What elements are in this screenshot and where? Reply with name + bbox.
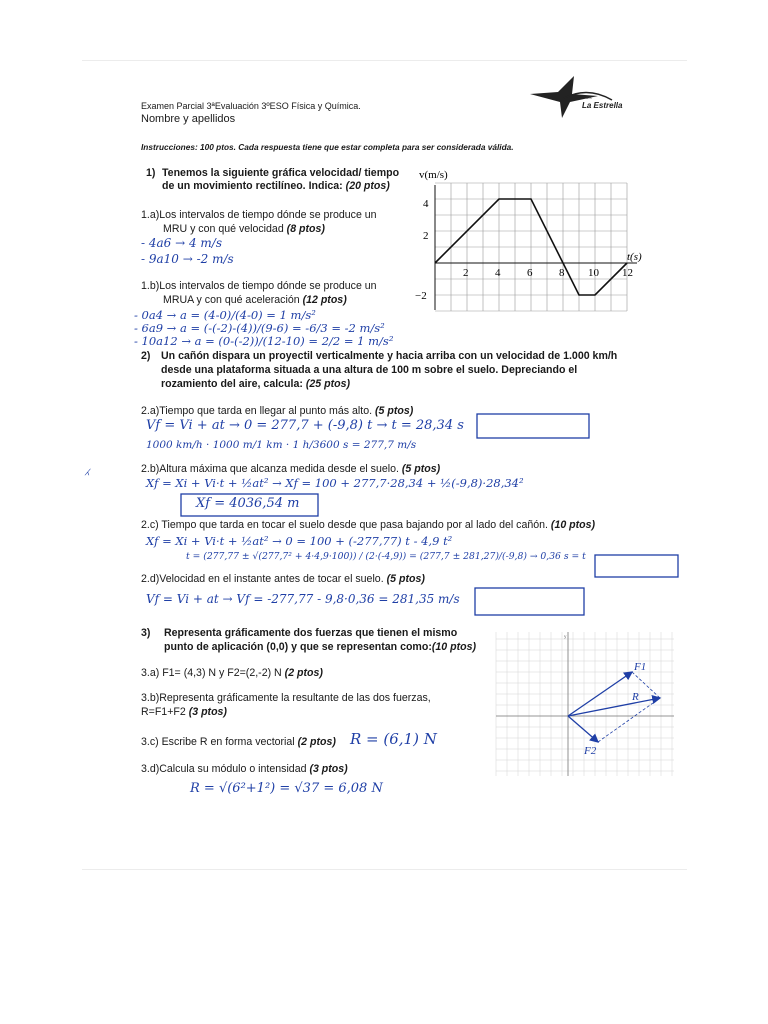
q3c-answer: R = (6,1) N xyxy=(350,730,437,748)
q2b-question: 2.b)Altura máxima que alcanza medida desde el suelo. (5 ptos) xyxy=(141,463,441,475)
graph-ylabel: v(m/s) xyxy=(419,169,448,181)
graph-xlabel: t(s) xyxy=(627,251,642,263)
q1a-line1: 1.a)Los intervalos de tiempo dónde se produce un xyxy=(141,209,377,221)
x-tick-6: 6 xyxy=(527,267,533,279)
q3c-question: 3.c) Escribe R en forma vectorial (2 ptos) xyxy=(141,736,336,748)
q3-statement2: punto de aplicación (0,0) y que se representan como:(10 ptos) xyxy=(164,641,477,653)
q2c-question: 2.c) Tiempo que tarda en tocar el suelo desde que pasa bajando por al lado del cañón. (10 ptos) xyxy=(141,519,596,531)
q3b-line2: R=F1+F2 (3 ptos) xyxy=(141,706,227,718)
velocity-time-graph xyxy=(405,165,645,315)
x-tick-12: 12 xyxy=(622,267,633,279)
logo-small-text: IES xyxy=(586,96,592,100)
q3b-line1: 3.b)Representa gráficamente la resultante de las dos fuerzas, xyxy=(141,692,431,704)
name-line: Nombre y apellidos xyxy=(141,113,236,125)
f1-label: F1 xyxy=(634,661,647,673)
y-tick-2: 2 xyxy=(423,230,429,242)
q2a-answer2: 1000 km/h · 1000 m/1 km · 1 h/3600 s = 277,7 m/s xyxy=(146,439,417,451)
q2a-question: 2.a)Tiempo que tarda en llegar al punto más alto. (5 ptos) xyxy=(141,405,414,417)
q3d-question: 3.d)Calcula su módulo o intensidad (3 ptos) xyxy=(141,763,348,775)
q3-number: 3) xyxy=(141,627,151,639)
q2d-answer: Vf = Vi + at → Vf = -277,77 - 9,8·0,36 = 281,35 m/s xyxy=(146,592,460,606)
q2b-answer1: Xf = Xi + Vi·t + ½at² → Xf = 100 + 277,7·28,34 + ½(-9,8)·28,34² xyxy=(146,476,524,490)
q2c-answer-box xyxy=(594,553,680,581)
q1b-answer3: - 10a12 → a = (0-(-2))/(12-10) = 2/2 = 1 m/s² xyxy=(134,334,394,348)
q1a-answer1: - 4a6 → 4 m/s xyxy=(141,236,223,250)
y-tick-neg2: −2 xyxy=(415,290,427,302)
exam-title: Examen Parcial 3ªEvaluación 3ºESO Física y Química. xyxy=(141,101,361,111)
q2b-answer2: Xf = 4036,54 m xyxy=(196,496,300,511)
q1-title-line1: Tenemos la siguiente gráfica velocidad/ tiempo xyxy=(162,167,400,179)
q3-statement1: Representa gráficamente dos fuerzas que tienen el mismo xyxy=(164,627,458,639)
q3a-question: 3.a) F1= (4,3) N y F2=(2,-2) N (2 ptos) xyxy=(141,667,323,679)
f2-label: F2 xyxy=(584,745,597,757)
q2c-answer2: t = (277,77 ± √(277,7² + 4·4,9·100)) / (2·(-4,9)) = (277,7 ± 281,27)/(-9,8) → 0,36 s = t xyxy=(186,551,586,562)
x-tick-10: 10 xyxy=(588,267,599,279)
q1b-line1: 1.b)Los intervalos de tiempo dónde se produce un xyxy=(141,280,377,292)
q2c-answer1: Xf = Xi + Vi·t + ½at² → 0 = 100 + (-277,77) t - 4,9 t² xyxy=(146,534,453,548)
x-tick-2: 2 xyxy=(463,267,469,279)
q2b-answer-box xyxy=(180,492,320,520)
star-logo-icon xyxy=(528,72,618,122)
q2-statement3: rozamiento del aire, calcula: (25 ptos) xyxy=(161,378,350,390)
logo-text: La Estrella xyxy=(582,101,623,110)
y-tick-4: 4 xyxy=(423,198,429,210)
q1b-answer1: - 0a4 → a = (4-0)/(4-0) = 1 m/s² xyxy=(134,308,316,322)
q1b-answer2: - 6a9 → a = (-(-2)-(4))/(9-6) = -6/3 = -2 m/s² xyxy=(134,321,385,335)
ink-mark: ⁁ xyxy=(86,460,90,476)
q2a-answer1: Vf = Vi + at → 0 = 277,7 + (-9,8) t → t = 28,34 s xyxy=(146,418,464,433)
q1-number: 1) xyxy=(146,167,156,179)
q1b-line2: MRUA y con qué aceleración (12 ptos) xyxy=(163,294,347,306)
q1a-answer2: - 9a10 → -2 m/s xyxy=(141,252,234,266)
vector-axis-label: y xyxy=(564,635,567,640)
q2d-question: 2.d)Velocidad en el instante antes de tocar el suelo. (5 ptos) xyxy=(141,573,425,585)
q2-statement1: Un cañón dispara un proyectil verticalmente y hacia arriba con un velocidad de 1.000 km/h xyxy=(161,350,618,362)
force-vector-diagram xyxy=(492,628,677,778)
instructions: Instrucciones: 100 ptos. Cada respuesta tiene que estar completa para ser considerada válida. xyxy=(141,142,514,152)
q2d-answer-box xyxy=(474,586,586,618)
r-label: R xyxy=(632,691,639,703)
q2-statement2: desde una plataforma situada a una altura de 100 m sobre el suelo. Depreciando el xyxy=(161,364,578,376)
x-tick-4: 4 xyxy=(495,267,501,279)
q3d-answer: R = √(6²+1²) = √37 = 6,08 N xyxy=(190,781,383,796)
q2a-answer-box xyxy=(476,412,591,442)
x-tick-8: 8 xyxy=(559,267,565,279)
q1a-line2: MRU y con qué velocidad (8 ptos) xyxy=(163,223,325,235)
q1-title-line2: de un movimiento rectilíneo. Indica: (20 ptos) xyxy=(162,180,390,192)
q2-number: 2) xyxy=(141,350,151,362)
